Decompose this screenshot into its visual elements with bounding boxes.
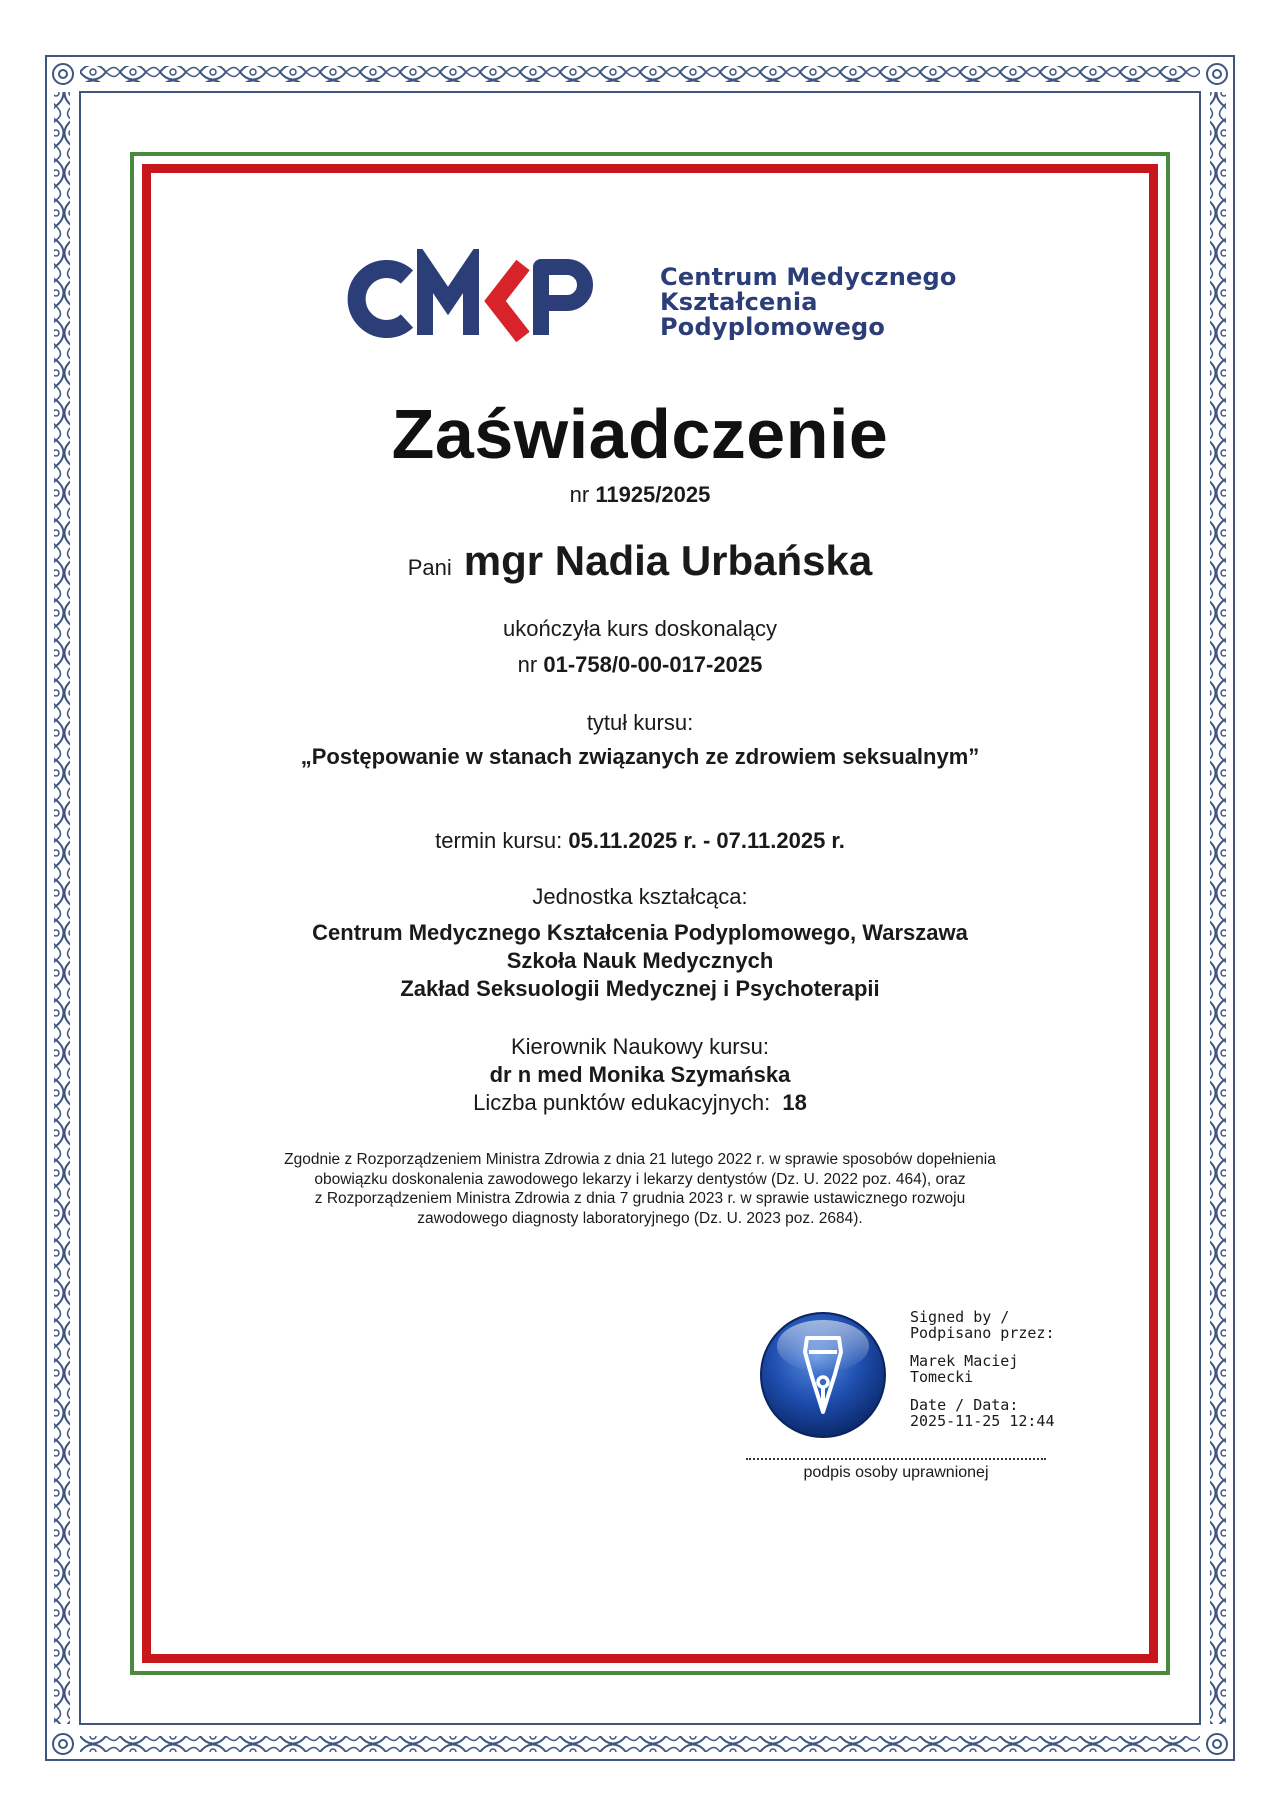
legal-note-line: z Rozporządzeniem Ministra Zdrowia z dnia 7 grudnia 2023 r. w sprawie ustawicznego rozwoju — [314, 1190, 966, 1207]
course-term — [160, 828, 1120, 854]
unit-line-3: Zakład Seksuologii Medycznej i Psychoterapii — [400, 976, 880, 1001]
signer-name-1: Marek Maciej — [910, 1352, 1019, 1370]
legal-note-line: zawodowego diagnosty laboratoryjnego (Dz. U. 2023 poz. 2684). — [417, 1209, 863, 1227]
logo-wordmark — [660, 265, 957, 340]
course-number-value: 01-758/0-00-017-2025 — [543, 652, 763, 677]
legal-note-line: Zgodnie z Rozporządzeniem Ministra Zdrowia z dnia 21 lutego 2022 r. w sprawie sposobów dopełnienia — [284, 1151, 996, 1168]
signer-name-2: Tomecki — [910, 1368, 974, 1386]
certificate-number-value: 11925/2025 — [595, 482, 711, 507]
certificate-number — [160, 482, 1120, 508]
signature-caption: podpis osoby uprawnionej — [803, 1464, 989, 1481]
cmkp-logo-mark — [345, 249, 645, 349]
recipient — [160, 537, 1120, 585]
recipient-name: mgr Nadia Urbańska — [463, 537, 873, 584]
completed-text: ukończyła kurs doskonalący — [503, 616, 777, 641]
education-points-label: Liczba punktów edukacyjnych: — [473, 1090, 771, 1115]
logo-line-1: Centrum Medycznego — [660, 263, 957, 291]
education-points — [160, 1090, 1120, 1116]
unit-label: Jednostka kształcąca: — [532, 884, 748, 909]
course-term-value: 05.11.2025 r. - 07.11.2025 r. — [568, 828, 845, 853]
signature-date-value: 2025-11-25 12:44 — [910, 1412, 1055, 1430]
cmkp-logo — [345, 249, 957, 349]
logo-line-2: Kształcenia — [660, 288, 818, 316]
course-title: „Postępowanie w stanach związanych ze zdrowiem seksualnym” — [300, 744, 980, 769]
unit-line-2: Szkoła Nauk Medycznych — [506, 948, 774, 973]
digital-signature-info — [910, 1309, 1055, 1429]
education-points-value: 18 — [782, 1090, 807, 1115]
logo-line-3: Podyplomowego — [660, 313, 886, 341]
certificate-title: Zaświadczenie — [391, 395, 889, 473]
signature-line — [746, 1458, 1046, 1460]
course-number — [160, 652, 1120, 678]
legal-note — [160, 1150, 1120, 1228]
course-number-prefix: nr — [517, 652, 538, 677]
signature-date-label: Date / Data: — [910, 1396, 1019, 1414]
recipient-prefix: Pani — [407, 555, 452, 580]
signed-by-label-1: Signed by / — [910, 1308, 1010, 1326]
director-label: Kierownik Naukowy kursu: — [511, 1034, 769, 1059]
certificate-number-prefix: nr — [569, 482, 590, 507]
legal-note-line: obowiązku doskonalenia zawodowego lekarzy i lekarzy dentystów (Dz. U. 2022 poz. 464), oraz — [314, 1170, 966, 1188]
course-term-label: termin kursu: — [435, 828, 563, 853]
director-name: dr n med Monika Szymańska — [489, 1062, 791, 1087]
fountain-pen-nib-icon — [757, 1308, 889, 1442]
course-title-label: tytuł kursu: — [586, 710, 694, 735]
unit-line-1: Centrum Medycznego Kształcenia Podyplomowego, Warszawa — [312, 920, 968, 945]
signed-by-label-2: Podpisano przez: — [910, 1324, 1055, 1342]
certificate-content — [160, 182, 1120, 1642]
